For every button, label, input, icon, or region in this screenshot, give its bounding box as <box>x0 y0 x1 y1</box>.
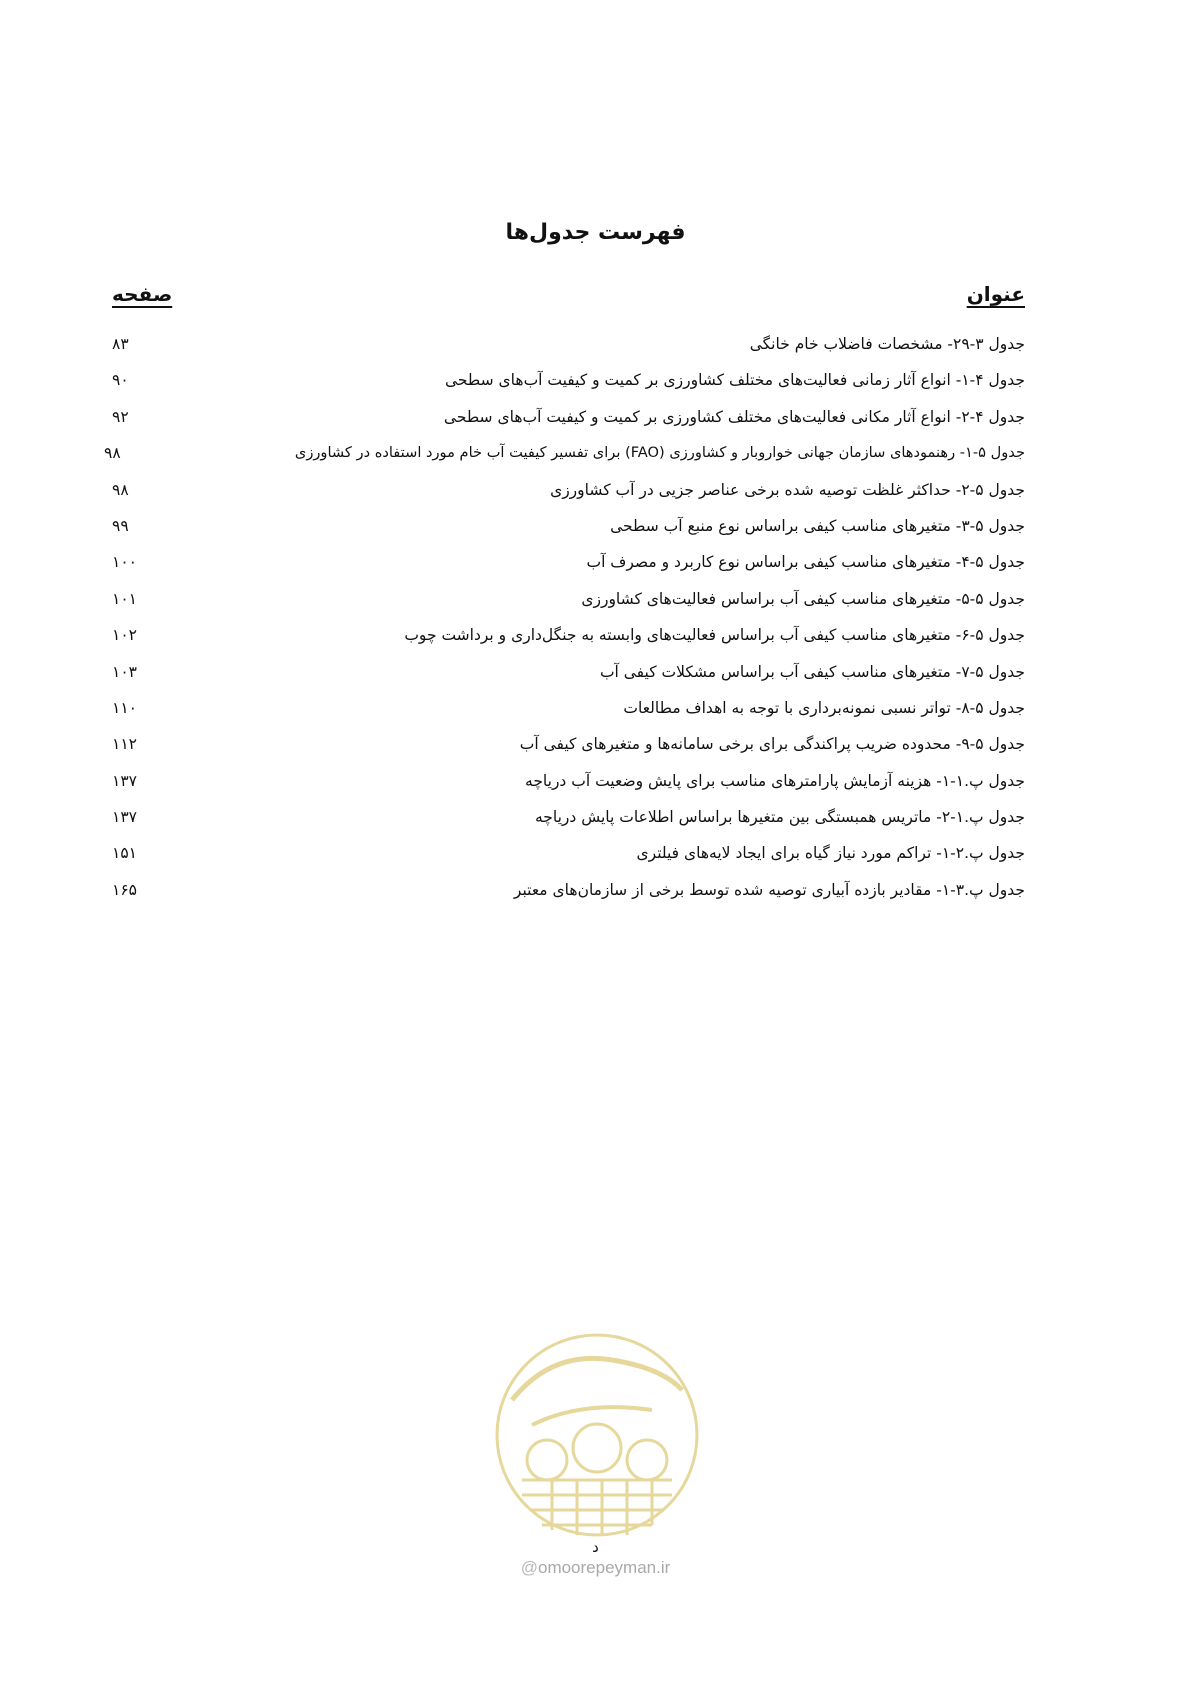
page-title: فهرست جدول‌ها <box>505 220 686 245</box>
toc-entry-title: جدول ۳-۲۹- مشخصات فاضلاب خام خانگی <box>749 335 1025 353</box>
toc-entry-title: جدول ۵-۵- متغیرهای مناسب کیفی آب براساس فعالیت‌های کشاورزی <box>581 589 1025 608</box>
toc-entry-title: جدول پ.۲-۱- تراکم مورد نیاز گیاه برای ایجاد لایه‌های فیلتری <box>636 844 1025 863</box>
toc-entry-page: ۹۹ <box>112 516 129 535</box>
page-number: د <box>592 1538 599 1556</box>
toc-entry-title: جدول ۴-۲- انواع آثار مکانی فعالیت‌های مختلف کشاورزی بر کمیت و کیفیت آب‌های سطحی <box>443 407 1025 426</box>
toc-entry-page: ۱۰۲ <box>112 626 137 645</box>
toc-entry-page: ۱۳۷ <box>112 771 137 790</box>
toc-entry[interactable] <box>110 726 1025 762</box>
toc-entry[interactable] <box>110 544 1025 580</box>
toc-entry[interactable] <box>110 799 1025 835</box>
toc-entry[interactable] <box>110 581 1025 617</box>
watermark-url: @omoorepeyman.ir <box>520 1558 671 1577</box>
toc-entry-title: جدول ۵-۸- تواتر نسبی نمونه‌برداری با توجه به اهداف مطالعات <box>623 698 1025 717</box>
toc-entry-page: ۱۱۲ <box>112 735 137 754</box>
toc-entry-page: ۹۲ <box>112 407 129 426</box>
toc-entry-page: ۱۰۰ <box>112 553 137 572</box>
toc-entry[interactable] <box>104 435 1025 471</box>
toc-entry-page: ۹۸ <box>104 444 121 463</box>
toc-entry-page: ۸۳ <box>112 335 129 353</box>
toc-entry[interactable] <box>110 326 1025 362</box>
watermark-url-text: omoorepeyman.ir <box>537 1558 671 1577</box>
toc-entry-title: جدول پ.۳-۱- مقادیر بازده آبیاری توصیه شده توسط برخی از سازمان‌های معتبر <box>513 880 1025 899</box>
toc-entry-title: جدول ۵-۳- متغیرهای مناسب کیفی براساس نوع منبع آب سطحی <box>610 516 1025 535</box>
toc-entry-page: ۱۵۱ <box>112 844 137 863</box>
toc-entry-title: جدول ۵-۱- رهنمودهای سازمان جهانی خواروبار و کشاورزی (FAO) برای تفسیر کیفیت آب خام مورد استفاده در کشاورزی <box>294 444 1025 462</box>
toc-entry-title: جدول ۵-۴- متغیرهای مناسب کیفی براساس نوع کاربرد و مصرف آب <box>586 553 1025 572</box>
toc-entry[interactable] <box>110 763 1025 799</box>
table-of-tables <box>104 326 1025 908</box>
toc-entry-page: ۱۰۱ <box>112 589 137 608</box>
toc-entry[interactable] <box>110 472 1025 508</box>
toc-entry[interactable] <box>110 508 1025 544</box>
toc-entry-page: ۱۳۷ <box>112 808 137 827</box>
toc-entry[interactable] <box>110 654 1025 690</box>
column-header-title: عنوان <box>966 282 1025 306</box>
watermark-emblem-icon <box>492 1330 702 1540</box>
toc-entry-title: جدول ۴-۱- انواع آثار زمانی فعالیت‌های مختلف کشاورزی بر کمیت و کیفیت آب‌های سطحی <box>445 371 1025 390</box>
toc-entry-page: ۱۰۳ <box>112 662 137 681</box>
toc-entry[interactable] <box>110 690 1025 726</box>
toc-entry-title: جدول ۵-۲- حداکثر غلظت توصیه شده برخی عناصر جزیی در آب کشاورزی <box>550 480 1025 499</box>
toc-entry-page: ۹۸ <box>112 480 129 499</box>
toc-entry[interactable] <box>110 617 1025 653</box>
toc-entry[interactable] <box>110 362 1025 398</box>
toc-entry-title: جدول ۵-۹- محدوده ضریب پراکندگی برای برخی سامانه‌ها و متغیرهای کیفی آب <box>519 735 1025 754</box>
toc-entry-page: ۱۶۵ <box>112 880 137 899</box>
toc-entry-title: جدول ۵-۷- متغیرهای مناسب کیفی آب براساس مشکلات کیفی آب <box>599 662 1025 681</box>
toc-entry[interactable] <box>110 399 1025 435</box>
toc-entry-title: جدول ۵-۶- متغیرهای مناسب کیفی آب براساس فعالیت‌های وابسته به جنگل‌داری و برداشت چوب <box>404 626 1025 645</box>
toc-entry-title: جدول پ.۱-۱- هزینه آزمایش پارامترهای مناسب برای پایش وضعیت آب دریاچه <box>525 771 1025 790</box>
toc-entry[interactable] <box>110 872 1025 908</box>
toc-entry-title: جدول پ.۱-۲- ماتریس همبستگی بین متغیرها براساس اطلاعات پایش دریاچه <box>534 808 1025 827</box>
toc-entry-page: ۱۱۰ <box>112 698 137 717</box>
toc-entry[interactable] <box>110 835 1025 871</box>
column-header-page: صفحه <box>112 282 173 306</box>
toc-entry-page: ۹۰ <box>112 371 129 390</box>
